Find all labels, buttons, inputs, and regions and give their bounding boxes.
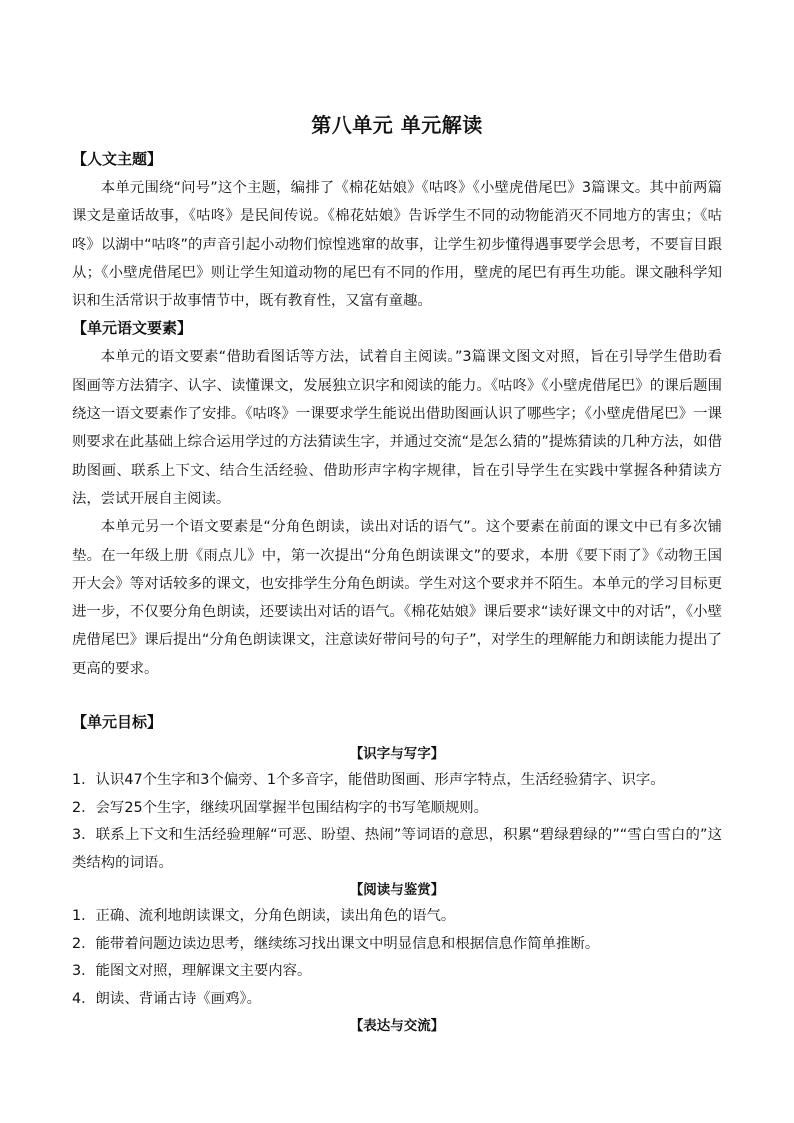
- subheading-literacy-writing: 【识字与写字】: [349, 746, 445, 763]
- goal-item: 3．能图文对照，理解课文主要内容。: [72, 963, 312, 980]
- section-heading-language-elements: 【单元语文要素】: [72, 319, 193, 338]
- section-spacer: [72, 683, 722, 709]
- goal-item: 1．认识47个生字和3个偏旁、1个多音字，能借助图画、形声字特点，生活经验猜字、识字。: [72, 772, 665, 789]
- humanities-paragraph: 本单元围绕“问号”这个主题，编排了《棉花姑娘》《咕咚》《小壁虎借尾巴》3篇课文。其中前两篇课文是童话故事，《咕咚》是民间传说。《棉花姑娘》告诉学生不同的动物能消灭不同地方的害虫；《咕咚》以湖中“咕咚”的声音引起小动物们惊惶逃窜的故事，让学生初步懂得遇事要学会思考，不要盲目跟从；《小壁虎借尾巴》则让学生知道动物的尾巴有不同的作用，壁虎的尾巴有再生功能。课文融科学知识和生活常识于故事情节中，既有教育性，又富有童趣。: [72, 180, 722, 310]
- section-language-elements: [72, 315, 722, 683]
- goal-item: 3．联系上下文和生活经验理解“可恶、盼望、热闹”等词语的意思，积累“碧绿碧绿的”“雪白雪白的”这类结构的词语。: [72, 827, 722, 871]
- subheading-reading-appreciation: 【阅读与鉴赏】: [349, 882, 445, 899]
- section-unit-goals: [72, 709, 722, 1039]
- goal-group-reading: [72, 877, 722, 1013]
- language-paragraph-1: 本单元的语文要素“借助看图话等方法，试着自主阅读。”3篇课文图文对照，旨在引导学生借助看图画等方法猜字、认字、读懂课文，发展独立识字和阅读的能力。《咕咚》《小壁虎借尾巴》的课后题围绕这一语文要素作了安排。《咕咚》一课要求学生能说出借助图画认识了哪些字；《小壁虎借尾巴》一课则要求在此基础上综合运用学过的方法猜读生字，并通过交流“是怎么猜的”提炼猜读的几种方法，如借助图画、联系上下文、结合生活经验、借助形声字构字规律，旨在引导学生在实践中掌握各种猜读方法，尝试开展自主阅读。: [72, 349, 722, 507]
- goal-item: 1．正确、流利地朗读课文，分角色朗读，读出角色的语气。: [72, 908, 456, 925]
- goal-item: 4．朗读、背诵古诗《画鸡》。: [72, 990, 262, 1007]
- subheading-expression-communication: 【表达与交流】: [349, 1018, 445, 1035]
- goal-item: 2．能带着问题边读边思考，继续练习找出课文中明显信息和根据信息作简单推断。: [72, 935, 600, 952]
- section-heading-humanities: 【人文主题】: [72, 150, 163, 168]
- goal-group-literacy: [72, 741, 722, 877]
- page-title: 第八单元 单元解读: [311, 113, 483, 137]
- section-heading-unit-goals: 【单元目标】: [72, 713, 163, 732]
- goal-item: 2．会写25个生字，继续巩固掌握半包围结构字的书写笔顺规则。: [72, 799, 489, 816]
- language-paragraph-2: 本单元另一个语文要素是“分角色朗读，读出对话的语气”。这个要素在前面的课文中已有多次铺垫。在一年级上册《雨点儿》中，第一次提出“分角色朗读课文”的要求，本册《要下雨了》《动物王国开大会》等对话较多的课文，也安排学生分角色朗读。学生对这个要求并不陌生。本单元的学习目标更进一步，不仅要分角色朗读，还要读出对话的语气。《棉花姑娘》课后要求“读好课文中的对话”，《小壁虎借尾巴》课后提出“分角色朗读课文，注意读好带问号的句子”，对学生的理解能力和朗读能力提出了更高的要求。: [72, 519, 722, 677]
- section-humanities: [72, 146, 722, 315]
- goal-group-expression: [72, 1013, 722, 1039]
- document-page: [72, 110, 722, 1039]
